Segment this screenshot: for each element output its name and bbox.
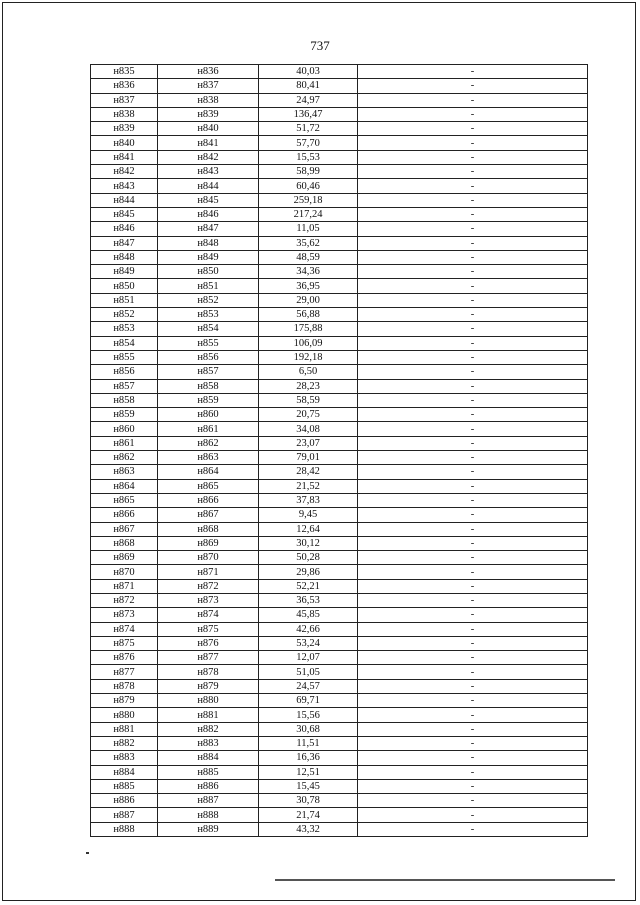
distance-cell: 34,08 [259, 422, 358, 436]
distance-cell: 28,23 [259, 379, 358, 393]
note-cell: - [358, 322, 588, 336]
to-point-cell: н879 [158, 679, 259, 693]
distance-cell: 29,00 [259, 293, 358, 307]
from-point-cell: н871 [91, 579, 158, 593]
table-row [91, 465, 588, 479]
distance-cell: 24,97 [259, 93, 358, 107]
table-row [91, 379, 588, 393]
note-cell: - [358, 308, 588, 322]
table-row [91, 765, 588, 779]
from-point-cell: н842 [91, 165, 158, 179]
note-cell: - [358, 479, 588, 493]
from-point-cell: н860 [91, 422, 158, 436]
to-point-cell: н848 [158, 236, 259, 250]
to-point-cell: н882 [158, 722, 259, 736]
distance-cell: 15,53 [259, 150, 358, 164]
distance-cell: 11,51 [259, 736, 358, 750]
note-cell: - [358, 808, 588, 822]
from-point-cell: н880 [91, 708, 158, 722]
note-cell: - [358, 136, 588, 150]
table-row [91, 107, 588, 121]
from-point-cell: н858 [91, 393, 158, 407]
distance-cell: 51,05 [259, 665, 358, 679]
from-point-cell: н839 [91, 122, 158, 136]
distance-cell: 45,85 [259, 608, 358, 622]
distance-cell: 23,07 [259, 436, 358, 450]
note-cell: - [358, 236, 588, 250]
table-row [91, 265, 588, 279]
to-point-cell: н866 [158, 493, 259, 507]
from-point-cell: н845 [91, 207, 158, 221]
note-cell: - [358, 579, 588, 593]
table-row [91, 651, 588, 665]
from-point-cell: н870 [91, 565, 158, 579]
note-cell: - [358, 93, 588, 107]
distance-cell: 11,05 [259, 222, 358, 236]
note-cell: - [358, 250, 588, 264]
table-row [91, 293, 588, 307]
distance-cell: 53,24 [259, 636, 358, 650]
table-row [91, 236, 588, 250]
from-point-cell: н861 [91, 436, 158, 450]
from-point-cell: н864 [91, 479, 158, 493]
note-cell: - [358, 622, 588, 636]
to-point-cell: н844 [158, 179, 259, 193]
table-row [91, 65, 588, 79]
from-point-cell: н848 [91, 250, 158, 264]
distance-cell: 6,50 [259, 365, 358, 379]
distance-cell: 12,51 [259, 765, 358, 779]
note-cell: - [358, 608, 588, 622]
note-cell: - [358, 708, 588, 722]
distance-cell: 36,53 [259, 593, 358, 607]
distance-cell: 34,36 [259, 265, 358, 279]
table-row [91, 579, 588, 593]
to-point-cell: н837 [158, 79, 259, 93]
from-point-cell: н867 [91, 522, 158, 536]
note-cell: - [358, 165, 588, 179]
to-point-cell: н872 [158, 579, 259, 593]
table-row [91, 593, 588, 607]
to-point-cell: н863 [158, 451, 259, 465]
to-point-cell: н885 [158, 765, 259, 779]
table-row [91, 708, 588, 722]
to-point-cell: н839 [158, 107, 259, 121]
distance-cell: 24,57 [259, 679, 358, 693]
table-row [91, 336, 588, 350]
note-cell: - [358, 651, 588, 665]
from-point-cell: н857 [91, 379, 158, 393]
distance-cell: 30,68 [259, 722, 358, 736]
distance-cell: 52,21 [259, 579, 358, 593]
to-point-cell: н860 [158, 408, 259, 422]
distance-cell: 60,46 [259, 179, 358, 193]
to-point-cell: н877 [158, 651, 259, 665]
note-cell: - [358, 408, 588, 422]
table-row [91, 279, 588, 293]
to-point-cell: н858 [158, 379, 259, 393]
table-row [91, 79, 588, 93]
to-point-cell: н864 [158, 465, 259, 479]
note-cell: - [358, 508, 588, 522]
to-point-cell: н880 [158, 694, 259, 708]
distance-cell: 57,70 [259, 136, 358, 150]
from-point-cell: н875 [91, 636, 158, 650]
note-cell: - [358, 150, 588, 164]
note-cell: - [358, 193, 588, 207]
to-point-cell: н846 [158, 207, 259, 221]
distance-cell: 69,71 [259, 694, 358, 708]
to-point-cell: н889 [158, 822, 259, 836]
distance-cell: 58,99 [259, 165, 358, 179]
from-point-cell: н862 [91, 451, 158, 465]
note-cell: - [358, 522, 588, 536]
to-point-cell: н849 [158, 250, 259, 264]
note-cell: - [358, 593, 588, 607]
from-point-cell: н866 [91, 508, 158, 522]
from-point-cell: н840 [91, 136, 158, 150]
from-point-cell: н851 [91, 293, 158, 307]
distance-cell: 15,45 [259, 779, 358, 793]
note-cell: - [358, 422, 588, 436]
table-row [91, 479, 588, 493]
distance-cell: 43,32 [259, 822, 358, 836]
distance-cell: 51,72 [259, 122, 358, 136]
from-point-cell: н853 [91, 322, 158, 336]
distance-cell: 42,66 [259, 622, 358, 636]
table-row [91, 722, 588, 736]
from-point-cell: н849 [91, 265, 158, 279]
from-point-cell: н884 [91, 765, 158, 779]
to-point-cell: н859 [158, 393, 259, 407]
distance-cell: 79,01 [259, 451, 358, 465]
table-row [91, 136, 588, 150]
to-point-cell: н855 [158, 336, 259, 350]
to-point-cell: н888 [158, 808, 259, 822]
to-point-cell: н838 [158, 93, 259, 107]
table-row [91, 565, 588, 579]
note-cell: - [358, 722, 588, 736]
note-cell: - [358, 265, 588, 279]
to-point-cell: н850 [158, 265, 259, 279]
note-cell: - [358, 179, 588, 193]
to-point-cell: н857 [158, 365, 259, 379]
to-point-cell: н871 [158, 565, 259, 579]
from-point-cell: н878 [91, 679, 158, 693]
from-point-cell: н847 [91, 236, 158, 250]
from-point-cell: н855 [91, 350, 158, 364]
to-point-cell: н847 [158, 222, 259, 236]
distance-cell: 12,64 [259, 522, 358, 536]
table-row [91, 365, 588, 379]
from-point-cell: н877 [91, 665, 158, 679]
from-point-cell: н841 [91, 150, 158, 164]
note-cell: - [358, 779, 588, 793]
distance-cell: 136,47 [259, 107, 358, 121]
table-body [91, 65, 588, 837]
data-table [90, 64, 588, 837]
note-cell: - [358, 207, 588, 221]
to-point-cell: н883 [158, 736, 259, 750]
distance-cell: 58,59 [259, 393, 358, 407]
scan-mark [86, 852, 89, 854]
table-row [91, 322, 588, 336]
table-row [91, 350, 588, 364]
table-row [91, 493, 588, 507]
to-point-cell: н862 [158, 436, 259, 450]
distance-cell: 12,07 [259, 651, 358, 665]
to-point-cell: н870 [158, 551, 259, 565]
table-row [91, 122, 588, 136]
from-point-cell: н865 [91, 493, 158, 507]
table-row [91, 679, 588, 693]
from-point-cell: н869 [91, 551, 158, 565]
table-row [91, 451, 588, 465]
note-cell: - [358, 222, 588, 236]
distance-cell: 37,83 [259, 493, 358, 507]
distance-cell: 40,03 [259, 65, 358, 79]
from-point-cell: н882 [91, 736, 158, 750]
from-point-cell: н844 [91, 193, 158, 207]
from-point-cell: н837 [91, 93, 158, 107]
to-point-cell: н874 [158, 608, 259, 622]
bottom-rule [275, 879, 615, 881]
to-point-cell: н854 [158, 322, 259, 336]
to-point-cell: н851 [158, 279, 259, 293]
distance-cell: 28,42 [259, 465, 358, 479]
note-cell: - [358, 636, 588, 650]
note-cell: - [358, 350, 588, 364]
note-cell: - [358, 107, 588, 121]
table-row [91, 694, 588, 708]
distance-cell: 56,88 [259, 308, 358, 322]
from-point-cell: н879 [91, 694, 158, 708]
to-point-cell: н841 [158, 136, 259, 150]
from-point-cell: н835 [91, 65, 158, 79]
to-point-cell: н845 [158, 193, 259, 207]
table-row [91, 165, 588, 179]
note-cell: - [358, 694, 588, 708]
to-point-cell: н868 [158, 522, 259, 536]
note-cell: - [358, 665, 588, 679]
distance-cell: 30,78 [259, 794, 358, 808]
table-row [91, 422, 588, 436]
table-row [91, 536, 588, 550]
to-point-cell: н886 [158, 779, 259, 793]
from-point-cell: н868 [91, 536, 158, 550]
table-row [91, 622, 588, 636]
table-row [91, 222, 588, 236]
to-point-cell: н836 [158, 65, 259, 79]
distance-cell: 21,74 [259, 808, 358, 822]
distance-cell: 192,18 [259, 350, 358, 364]
from-point-cell: н852 [91, 308, 158, 322]
from-point-cell: н872 [91, 593, 158, 607]
table-row [91, 250, 588, 264]
distance-cell: 9,45 [259, 508, 358, 522]
distance-cell: 259,18 [259, 193, 358, 207]
to-point-cell: н867 [158, 508, 259, 522]
table-row [91, 551, 588, 565]
to-point-cell: н873 [158, 593, 259, 607]
from-point-cell: н854 [91, 336, 158, 350]
note-cell: - [358, 451, 588, 465]
table-row [91, 736, 588, 750]
to-point-cell: н840 [158, 122, 259, 136]
note-cell: - [358, 493, 588, 507]
from-point-cell: н873 [91, 608, 158, 622]
from-point-cell: н876 [91, 651, 158, 665]
from-point-cell: н859 [91, 408, 158, 422]
table-row [91, 794, 588, 808]
distance-cell: 15,56 [259, 708, 358, 722]
distance-cell: 106,09 [259, 336, 358, 350]
table-row [91, 508, 588, 522]
table-row [91, 751, 588, 765]
note-cell: - [358, 751, 588, 765]
note-cell: - [358, 551, 588, 565]
to-point-cell: н843 [158, 165, 259, 179]
distance-cell: 217,24 [259, 207, 358, 221]
table-row [91, 608, 588, 622]
note-cell: - [358, 293, 588, 307]
from-point-cell: н856 [91, 365, 158, 379]
table-row [91, 808, 588, 822]
note-cell: - [358, 765, 588, 779]
to-point-cell: н856 [158, 350, 259, 364]
from-point-cell: н886 [91, 794, 158, 808]
from-point-cell: н887 [91, 808, 158, 822]
distance-cell: 29,86 [259, 565, 358, 579]
distance-cell: 35,62 [259, 236, 358, 250]
table-row [91, 408, 588, 422]
note-cell: - [358, 393, 588, 407]
distance-cell: 50,28 [259, 551, 358, 565]
table-row [91, 636, 588, 650]
table-row [91, 779, 588, 793]
note-cell: - [358, 736, 588, 750]
note-cell: - [358, 379, 588, 393]
to-point-cell: н878 [158, 665, 259, 679]
from-point-cell: н883 [91, 751, 158, 765]
to-point-cell: н884 [158, 751, 259, 765]
note-cell: - [358, 822, 588, 836]
note-cell: - [358, 122, 588, 136]
to-point-cell: н881 [158, 708, 259, 722]
note-cell: - [358, 279, 588, 293]
note-cell: - [358, 65, 588, 79]
table-row [91, 193, 588, 207]
table-row [91, 822, 588, 836]
distance-cell: 20,75 [259, 408, 358, 422]
distance-cell: 80,41 [259, 79, 358, 93]
to-point-cell: н853 [158, 308, 259, 322]
to-point-cell: н876 [158, 636, 259, 650]
to-point-cell: н887 [158, 794, 259, 808]
note-cell: - [358, 536, 588, 550]
from-point-cell: н874 [91, 622, 158, 636]
distance-cell: 48,59 [259, 250, 358, 264]
from-point-cell: н881 [91, 722, 158, 736]
note-cell: - [358, 336, 588, 350]
from-point-cell: н885 [91, 779, 158, 793]
table-row [91, 665, 588, 679]
note-cell: - [358, 679, 588, 693]
page-number: 737 [310, 38, 330, 53]
note-cell: - [358, 365, 588, 379]
from-point-cell: н846 [91, 222, 158, 236]
table-row [91, 308, 588, 322]
from-point-cell: н850 [91, 279, 158, 293]
distance-cell: 21,52 [259, 479, 358, 493]
distance-cell: 30,12 [259, 536, 358, 550]
to-point-cell: н852 [158, 293, 259, 307]
to-point-cell: н869 [158, 536, 259, 550]
distance-cell: 16,36 [259, 751, 358, 765]
to-point-cell: н865 [158, 479, 259, 493]
from-point-cell: н843 [91, 179, 158, 193]
table-row [91, 522, 588, 536]
note-cell: - [358, 436, 588, 450]
note-cell: - [358, 465, 588, 479]
from-point-cell: н888 [91, 822, 158, 836]
from-point-cell: н838 [91, 107, 158, 121]
table-row [91, 150, 588, 164]
table-row [91, 207, 588, 221]
from-point-cell: н836 [91, 79, 158, 93]
table-row [91, 93, 588, 107]
from-point-cell: н863 [91, 465, 158, 479]
table-row [91, 393, 588, 407]
to-point-cell: н861 [158, 422, 259, 436]
note-cell: - [358, 794, 588, 808]
distance-cell: 175,88 [259, 322, 358, 336]
table-row [91, 179, 588, 193]
note-cell: - [358, 565, 588, 579]
table-row [91, 436, 588, 450]
to-point-cell: н842 [158, 150, 259, 164]
to-point-cell: н875 [158, 622, 259, 636]
note-cell: - [358, 79, 588, 93]
distance-cell: 36,95 [259, 279, 358, 293]
